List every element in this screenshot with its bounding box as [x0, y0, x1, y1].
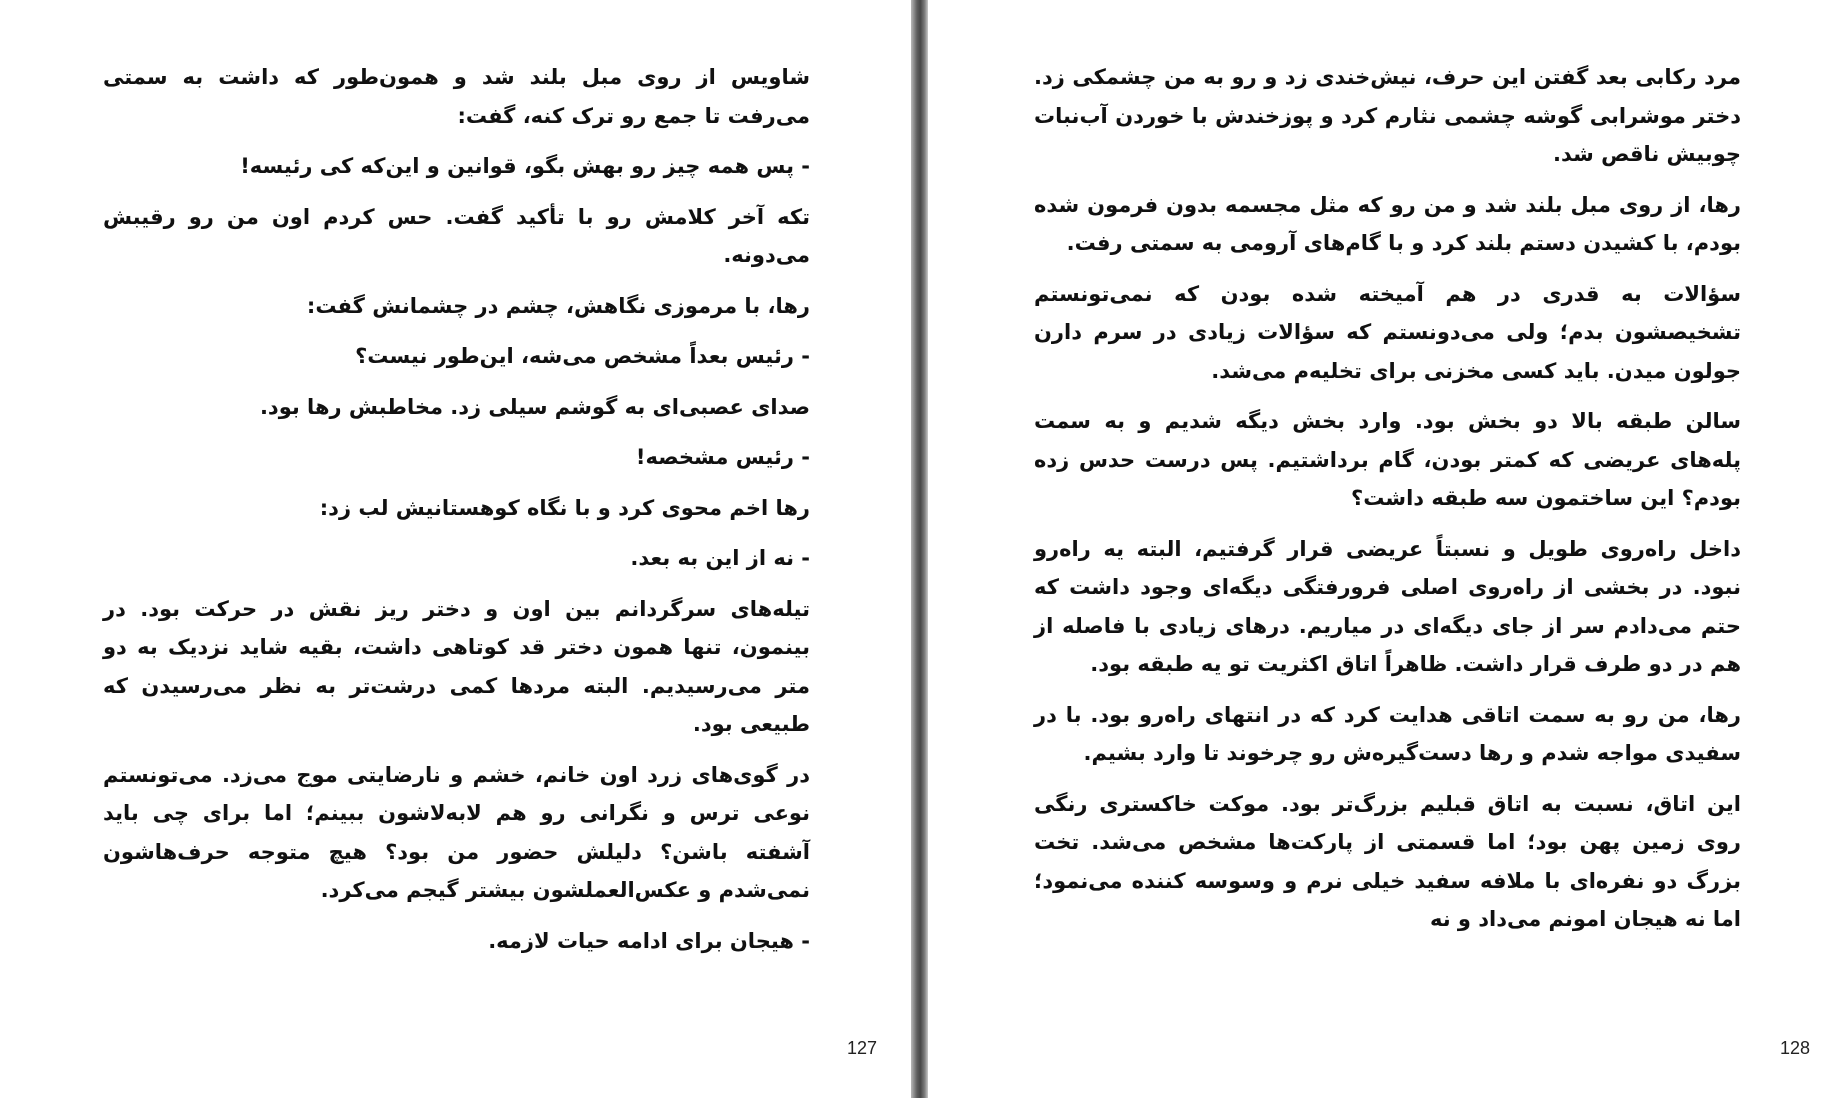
paragraph: داخل راه‌روی طویل و نسبتاً عریضی قرار گرفتیم، البته یه راه‌رو نبود. در بخشی از راه‌روی اصلی فرورفتگی دیگه‌ای وجود داشت که حتم می‌دادم سر از جای دیگه‌ای در میاریم. درهای زیادی با فاصله از هم در دو طرف قرار داشت. ظاهراً اتاق اکثریت تو یه طبقه بود.: [1034, 536, 1741, 676]
right-page-text: [1034, 58, 1741, 951]
paragraph: این اتاق، نسبت به اتاق قبلیم بزرگ‌تر بود. موکت خاکستری رنگی روی زمین پهن بود؛ اما قسمتی از پارکت‌ها مشخص می‌شد. تخت بزرگ دو نفره‌ای با ملافه سفید خیلی نرم و وسوسه کننده می‌نمود؛ اما نه هیجان امونم می‌داد و نه: [1034, 791, 1741, 931]
paragraph: رها اخم محوی کرد و با نگاه کوهستانیش لب زد:: [319, 495, 810, 520]
left-page: [0, 0, 911, 1098]
right-page-number: 128: [1780, 1038, 1811, 1058]
paragraph: سالن طبقه بالا دو بخش بود. وارد بخش دیگه شدیم و به سمت پله‌های عریضی که کمتر بودن، گام برداشتیم. پس درست حدس زده بودم؟ این ساختمون سه طبقه داشت؟: [1034, 409, 1741, 510]
paragraph: رها، با مرموزی نگاهش، چشم در چشمانش گفت:: [306, 293, 810, 318]
right-page: [928, 0, 1839, 1098]
paragraph: تکه آخر کلامش رو با تأکید گفت. حس کردم اون من رو رقیبش می‌دونه.: [103, 204, 810, 267]
left-page-text: [103, 58, 810, 972]
paragraph: - رئیس بعداً مشخص می‌شه، این‌طور نیست؟: [355, 344, 810, 368]
paragraph: در گوی‌های زرد اون خانم، خشم و نارضایتی موج می‌زد. می‌تونستم نوعی ترس و نگرانی رو هم لابه‌لاشون ببینم؛ اما برای چی باید آشفته باشن؟ دلیلش حضور من بود؟ هیچ متوجه حرف‌هاشون نمی‌شدم و عکس‌العملشون بیشتر گیجم می‌کرد.: [103, 762, 810, 902]
paragraph: رها، من رو به سمت اتاقی هدایت کرد که در انتهای راه‌رو بود. با در سفیدی مواجه شدم و رها دست‌گیره‌ش رو چرخوند تا وارد بشیم.: [1034, 702, 1741, 765]
paragraph: سؤالات به قدری در هم آمیخته شده بودن که نمی‌تونستم تشخیصشون بدم؛ ولی می‌دونستم که سؤالات زیادی در سرم دارن جولون میدن. باید کسی مخزنی برای تخلیه‌م می‌شد.: [1034, 281, 1741, 383]
left-page-number: 127: [847, 1038, 878, 1058]
paragraph: شاویس از روی مبل بلند شد و همون‌طور که داشت به سمتی می‌رفت تا جمع رو ترک کنه، گفت:: [103, 65, 810, 128]
paragraph: تیله‌های سرگردانم بین اون و دختر ریز نقش در حرکت بود. در بینمون، تنها همون دختر قد کوتاهی داشت، بقیه شاید نزدیک به دو متر می‌رسیدیم. البته مردها کمی درشت‌تر به نظر می‌رسیدن که طبیعی بود.: [103, 596, 810, 736]
paragraph: مرد رکابی بعد گفتن این حرف، نیش‌خندی زد و رو به من چشمکی زد. دختر موشرابی گوشه چشمی نثارم کرد و پوزخندش با خوردن آب‌نبات چوبیش ناقص شد.: [1034, 65, 1741, 166]
paragraph: - پس همه چیز رو بهش بگو، قوانین و این‌که کی رئیسه!: [240, 154, 810, 178]
paragraph: - نه از این به بعد.: [630, 546, 810, 570]
book-gutter: [911, 0, 928, 1098]
paragraph: رها، از روی مبل بلند شد و من رو که مثل مجسمه بدون فرمون شده بودم، با کشیدن دستم بلند کرد و با گام‌های آرومی به سمتی رفت.: [1034, 192, 1741, 255]
paragraph: صدای عصبی‌ای به گوشم سیلی زد. مخاطبش رها بود.: [259, 394, 810, 419]
paragraph: - رئیس مشخصه!: [635, 445, 810, 469]
paragraph: - هیجان برای ادامه حیات لازمه.: [488, 928, 810, 953]
